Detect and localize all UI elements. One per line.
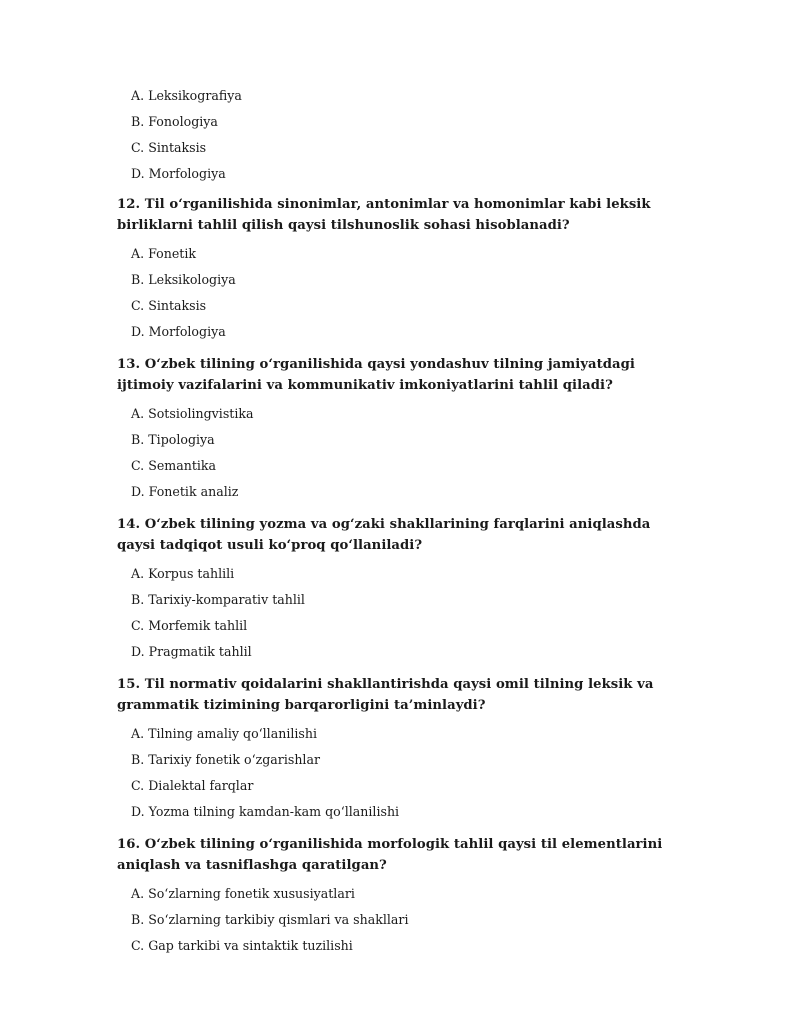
option-b: B. Soʻzlarning tarkibiy qismlari va shakllari — [131, 912, 409, 927]
option-a: A. Soʻzlarning fonetik xususiyatlari — [131, 886, 355, 901]
option-d: D. Fonetik analiz — [131, 484, 239, 499]
option-b: B. Tarixiy-komparativ tahlil — [131, 592, 305, 607]
question-text: 16. Oʻzbek tilining oʻrganilishida morfologik tahlil qaysi til elementlarini aniqlash va tasniflashga qaratilgan? — [117, 837, 663, 873]
question-text: 14. Oʻzbek tilining yozma va ogʻzaki shakllarining farqlarini aniqlashda qaysi tadqiqot usuli koʻproq qoʻllaniladi? — [117, 517, 651, 553]
option-d: D. Yozma tilning kamdan-kam qoʻllanilishi — [131, 804, 400, 819]
option-b: B. Leksikologiya — [131, 272, 236, 287]
question-text: 13. Oʻzbek tilining oʻrganilishida qaysi yondashuv tilning jamiyatdagi ijtimoiy vazifalarini va kommunikativ imkoniyatlarini tahlil qiladi? — [117, 357, 635, 393]
leading-options — [131, 88, 731, 192]
option-a: A. Tilning amaliy qoʻllanilishi — [131, 726, 318, 741]
option-c: C. Dialektal farqlar — [131, 778, 254, 793]
option-c: C. Sintaksis — [131, 140, 207, 155]
question-12 — [117, 194, 687, 340]
option-c: C. Semantika — [131, 458, 217, 473]
question-text: 12. Til oʻrganilishida sinonimlar, antonimlar va homonimlar kabi leksik birliklarni tahlil qilish qaysi tilshunoslik sohasi hisoblanadi? — [117, 197, 651, 233]
option-a: A. Sotsiolingvistika — [131, 406, 254, 421]
option-c: C. Morfemik tahlil — [131, 618, 248, 633]
option-c: C. Sintaksis — [131, 298, 207, 313]
question-14 — [117, 514, 687, 660]
option-d: D. Morfologiya — [131, 324, 226, 339]
question-15 — [117, 674, 687, 820]
option-a: A. Fonetik — [131, 246, 197, 261]
option-c: C. Gap tarkibi va sintaktik tuzilishi — [131, 938, 353, 953]
option-b: B. Tarixiy fonetik oʻzgarishlar — [131, 752, 320, 767]
option-b: B. Fonologiya — [131, 114, 218, 129]
question-list — [117, 194, 687, 968]
question-13 — [117, 354, 687, 500]
question-16 — [117, 834, 687, 954]
option-d: D. Pragmatik tahlil — [131, 644, 252, 659]
option-d: D. Morfologiya — [131, 166, 226, 181]
option-b: B. Tipologiya — [131, 432, 215, 447]
option-a: A. Leksikografiya — [131, 88, 242, 103]
option-a: A. Korpus tahlili — [131, 566, 235, 581]
question-text: 15. Til normativ qoidalarini shakllantirishda qaysi omil tilning leksik va grammatik tizimining barqarorligini ta’minlaydi? — [117, 677, 654, 713]
